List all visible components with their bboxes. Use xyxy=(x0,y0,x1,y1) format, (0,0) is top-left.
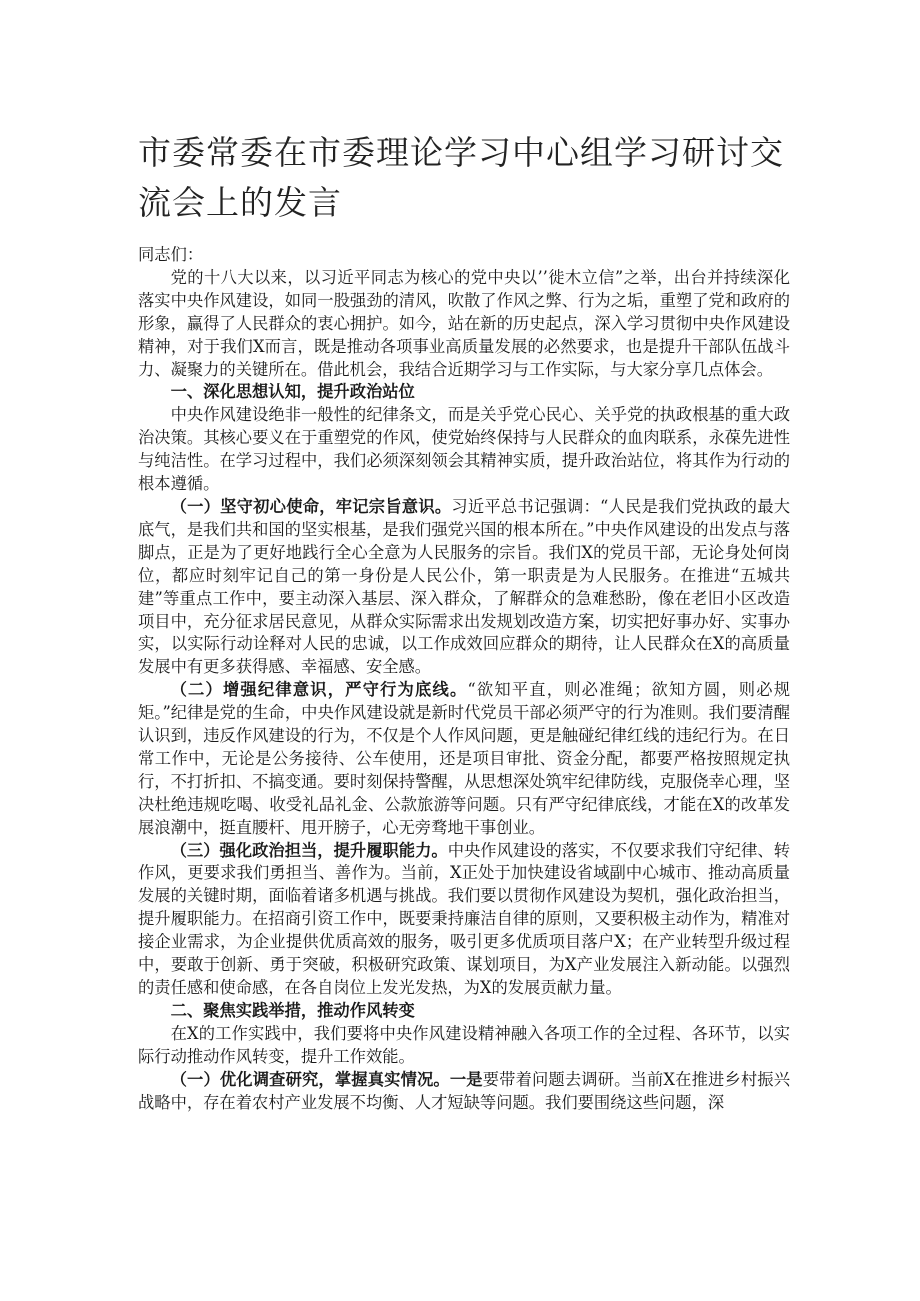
section-1-intro: 中央作风建设绝非一般性的纪律条文，而是关乎党心民心、关乎党的执政根基的重大政治决策。其核心要义在于重塑党的作风，使党始终保持与人民群众的血肉联系，永葆先进性与纯洁性。在学习过程中，我们必须深刻领会其精神实质，提升政治站位，将其作为行动的根本遵循。 xyxy=(138,405,790,494)
document-body xyxy=(138,244,790,1114)
subsection-lead: （一）坚守初心使命，牢记宗旨意识。 xyxy=(170,496,452,516)
intro-paragraph: 党的十八大以来，以习近平同志为核心的党中央以’’徙木立信”之举，出台并持续深化落实中央作风建设，如同一股强劲的清风，吹散了作风之弊、行为之垢，重塑了党和政府的形象，赢得了人民群众的衷心拥护。如今，站在新的历史起点，深入学习贯彻中央作风建设精神，对于我们X而言，既是推动各项事业高质量发展的必然要求，也是提升干部队伍战斗力、凝聚力的关键所在。借此机会，我结合近期学习与工作实际，与大家分享几点体会。 xyxy=(138,267,790,379)
salutation: 同志们： xyxy=(138,245,204,264)
section-heading-2: 二、聚焦实践举措，推动作风转变 xyxy=(170,1000,415,1020)
subsection-lead: （三）强化政治担当，提升履职能力。 xyxy=(170,840,448,860)
page-title: 市委常委在市委理论学习中心组学习研讨交流会上的发言 xyxy=(138,133,784,222)
subsection-lead: （二）增强纪律意识，严守行为底线。 xyxy=(170,680,468,700)
subsection-2-1 xyxy=(138,1069,790,1115)
subsection-lead-point: 一是 xyxy=(449,1069,483,1089)
subsection-text: 中央作风建设的落实，不仅要求我们守纪律、转作风，更要求我们勇担当、善作为。当前，X正处于加快建设省域副中心城市、推动高质量发展的关键时期，面临着诸多机遇与挑战。我们要以贯彻作风建设为契机，强化政治担当，提升履职能力。在招商引资工作中，既要秉持廉洁自律的原则，又要积极主动作为，精准对接企业需求，为企业提供优质高效的服务，吸引更多优质项目落户X；在产业转型升级过程中，要敢于创新、勇于突破，积极研究政策、谋划项目，为X产业发展注入新动能。以强烈的责任感和使命感，在各自岗位上发光发热，为X的发展贡献力量。 xyxy=(138,840,790,997)
subsection-text: 习近平总书记强调：“人民是我们党执政的最大底气，是我们共和国的坚实根基，是我们强党兴国的根本所在。”中央作风建设的出发点与落脚点，正是为了更好地践行全心全意为人民服务的宗旨。我们X的党员干部，无论身处何岗位，都应时刻牢记自己的第一身份是人民公仆，第一职责是为人民服务。在推进“五城共建”等重点工作中，要主动深入基层、深入群众，了解群众的急难愁盼，像在老旧小区改造项目中，充分征求居民意见，从群众实际需求出发规划改造方案，切实把好事办好、实事办实，以实际行动诠释对人民的忠诚，以工作成效回应群众的期待，让人民群众在X的高质量发展中有更多获得感、幸福感、安全感。 xyxy=(138,496,790,677)
subsection-text: “欲知平直，则必准绳；欲知方圆，则必规矩。”纪律是党的生命，中央作风建设就是新时代党员干部必须严守的行为准则。我们要清醒认识到，违反作风建设的行为，不仅是个人作风问题，更是触碰纪律红线的违纪行为。在日常工作中，无论是公务接待、公车使用，还是项目审批、资金分配，都要严格按照规定执行，不打折扣、不搞变通。要时刻保持警醒，从思想深处筑牢纪律防线，克服侥幸心理，坚决杜绝违规吃喝、收受礼品礼金、公款旅游等问题。只有严守纪律底线，才能在X的改革发展浪潮中，挺直腰杆、甩开膀子，心无旁骛地干事创业。 xyxy=(138,680,790,837)
subsection-text: 要带着问题去调研。当前X在推进乡村振兴战略中，存在着农村产业发展不均衡、人才短缺等问题。我们要围绕这些问题，深 xyxy=(138,1069,790,1112)
subsection-lead: （一）优化调查研究，掌握真实情况。 xyxy=(170,1069,450,1089)
subsection-1-3 xyxy=(138,840,790,1000)
subsection-1-1 xyxy=(138,496,790,679)
section-heading-1: 一、深化思想认知，提升政治站位 xyxy=(170,382,415,402)
subsection-1-2 xyxy=(138,679,790,839)
section-2-intro: 在X的工作实践中，我们要将中央作风建设精神融入各项工作的全过程、各环节，以实际行动推动作风转变，提升工作效能。 xyxy=(138,1023,790,1066)
